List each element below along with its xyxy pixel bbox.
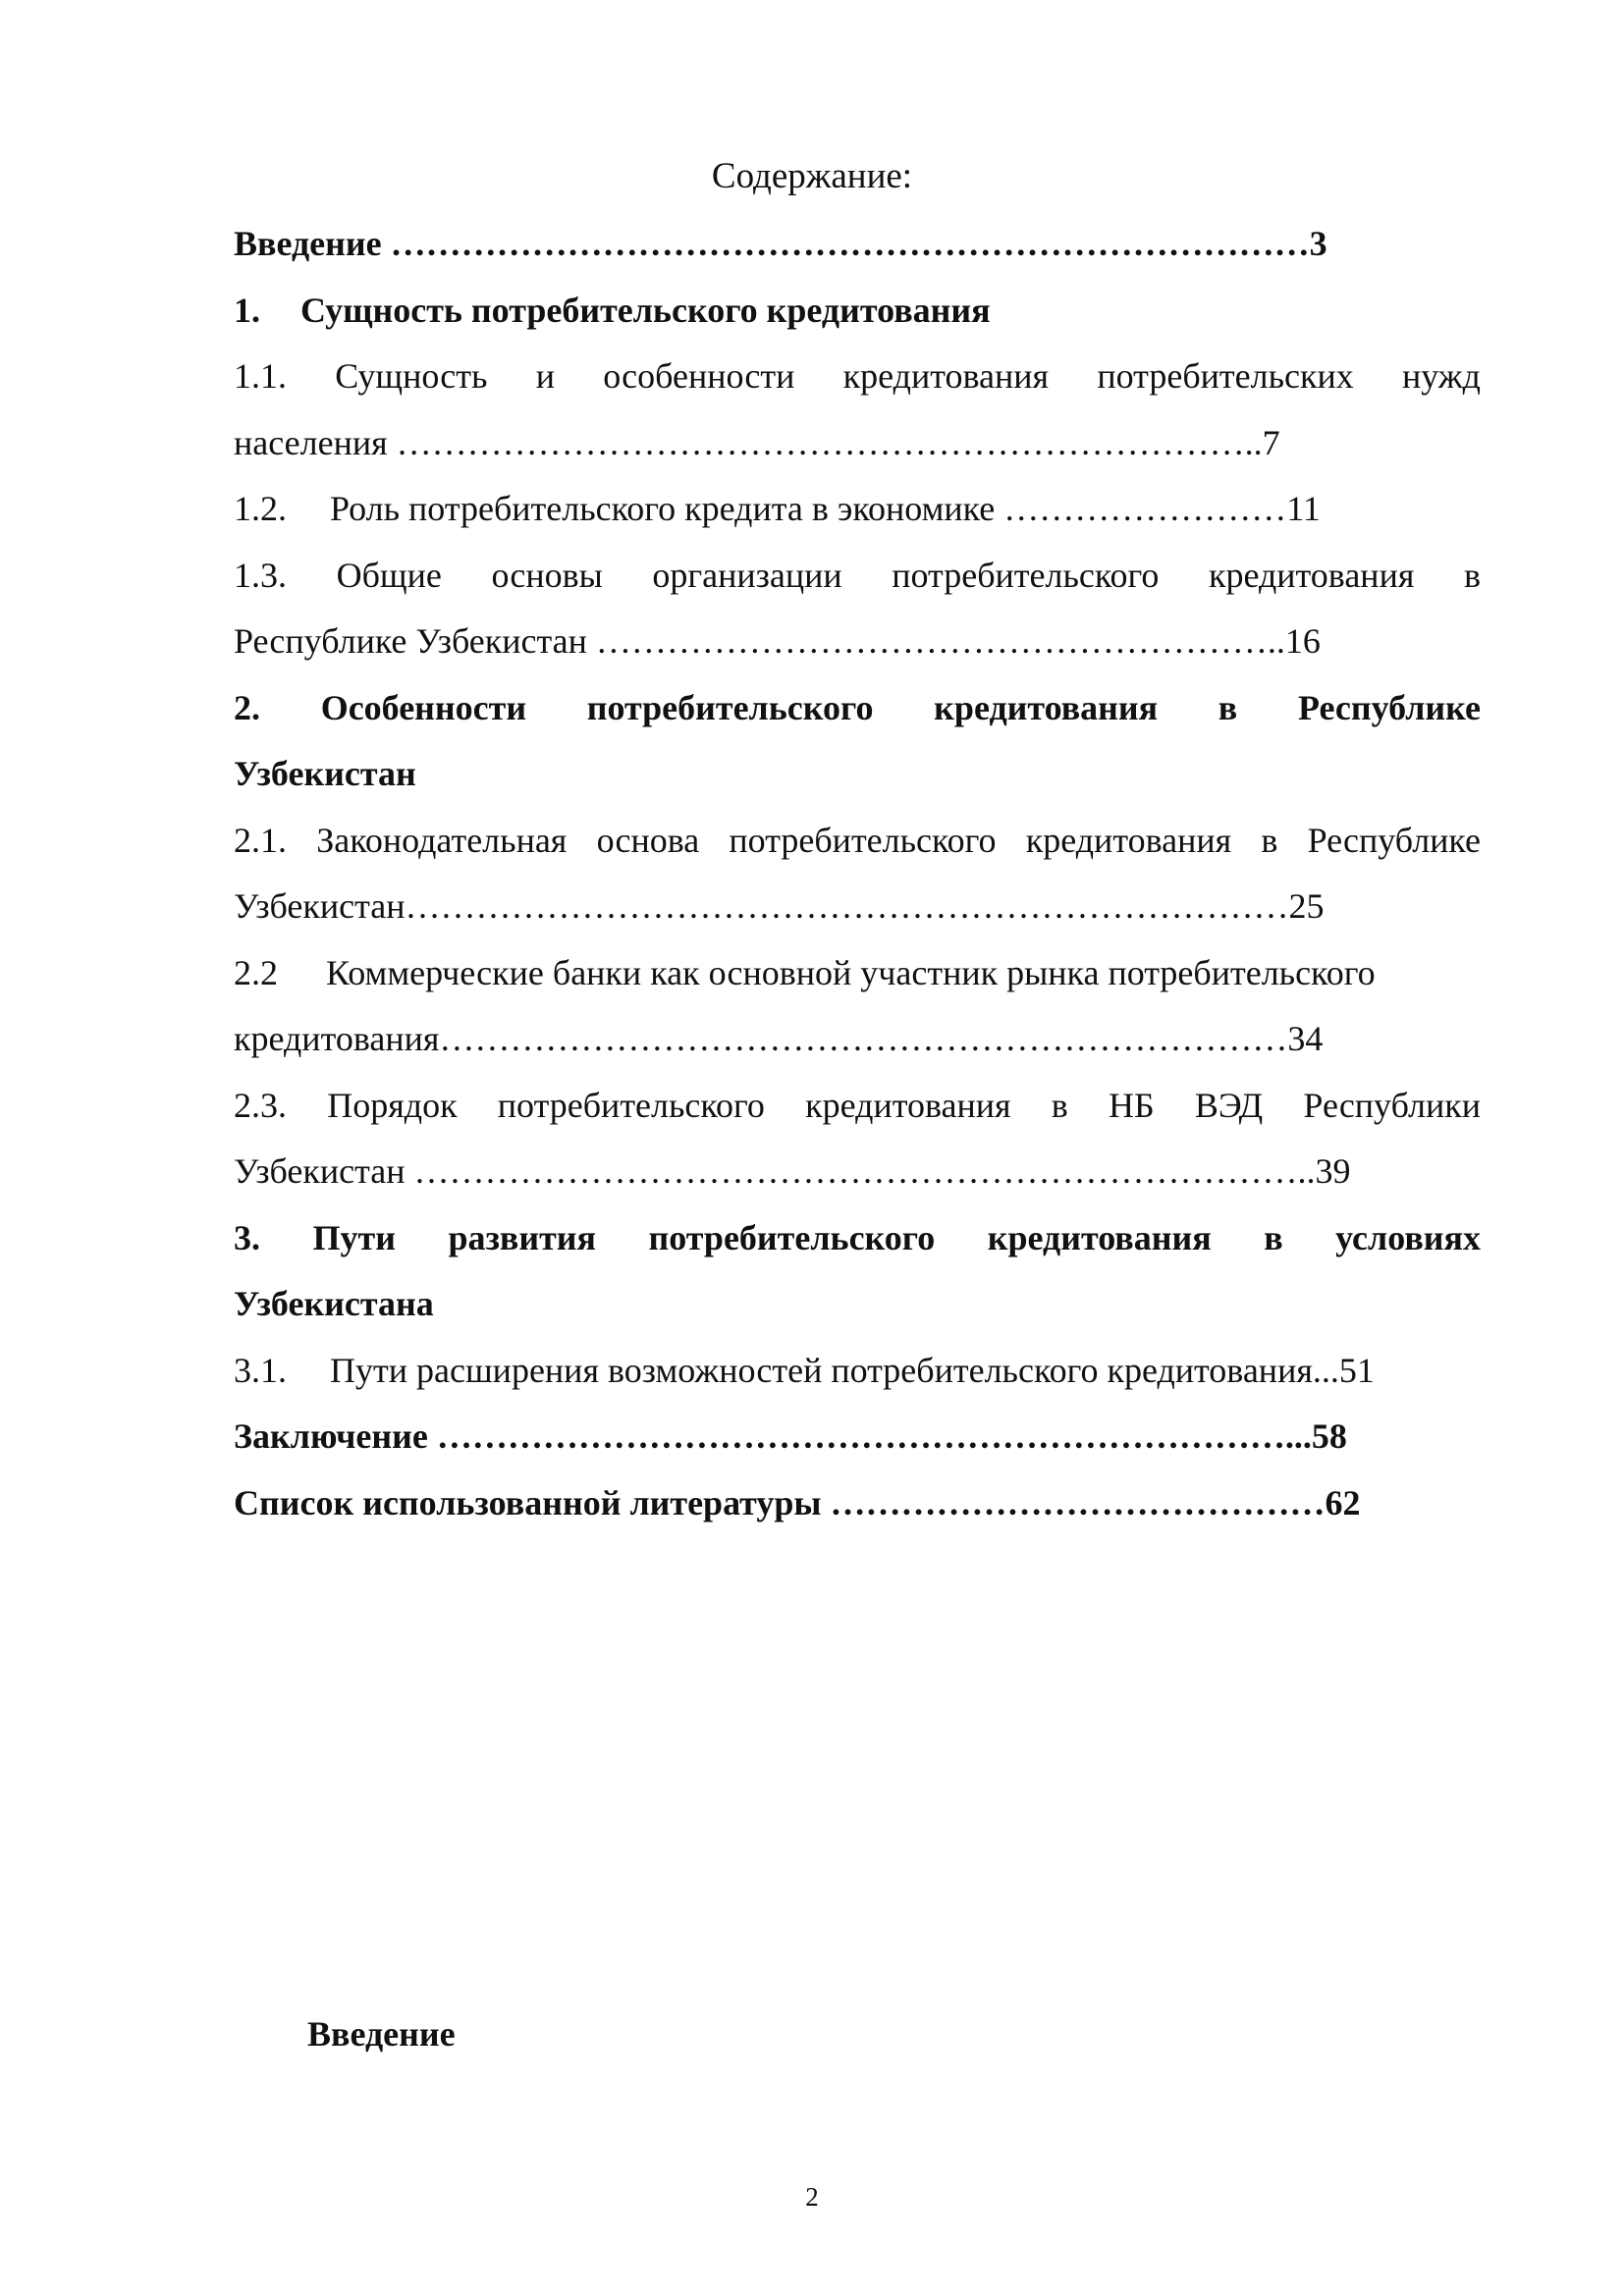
toc-entry-label: Пути расширения возможностей потребительского кредитования...51 xyxy=(330,1351,1375,1390)
toc-entry-number: 1. xyxy=(234,291,260,330)
toc-entry-section-2-3[interactable]: 2.3. Порядок потребительского кредитования в НБ ВЭД Республики xyxy=(234,1086,1481,1125)
toc-entry-section-1-3-continued[interactable]: Республике Узбекистан …………………………………………………..16 xyxy=(234,621,1321,661)
toc-entry-section-2-1-continued[interactable]: Узбекистан…………………………………………………………………25 xyxy=(234,886,1325,926)
toc-entry-references[interactable]: Список использованной литературы ……………………………………62 xyxy=(234,1483,1361,1522)
toc-entry-label: Роль потребительского кредита в экономике ……………………11 xyxy=(330,489,1321,528)
toc-entry-section-2-1[interactable]: 2.1. Законодательная основа потребительского кредитования в Республике xyxy=(234,821,1481,860)
toc-entry-chapter-3-continued[interactable]: Узбекистана xyxy=(234,1284,434,1323)
toc-entry-section-2-2-continued[interactable]: кредитования………………………………………………………………34 xyxy=(234,1019,1324,1058)
toc-entry-section-1-2[interactable] xyxy=(234,485,1321,532)
toc-entry-section-2-3-continued[interactable]: Узбекистан …………………………………………………………………..39 xyxy=(234,1151,1351,1191)
toc-entry-introduction[interactable]: Введение ……………………………………………………………………3 xyxy=(234,224,1327,263)
toc-entry-label: Сущность потребительского кредитования xyxy=(300,291,991,330)
introduction-heading: Введение xyxy=(307,2014,456,2054)
toc-entry-section-1-3[interactable]: 1.3. Общие основы организации потребительского кредитования в xyxy=(234,556,1481,595)
toc-entry-section-1-1-continued[interactable]: населения ………………………………………………………………..7 xyxy=(234,423,1280,462)
page-number: 2 xyxy=(805,2182,819,2212)
toc-entry-section-2-2[interactable] xyxy=(234,949,1376,996)
toc-entry-number: 2.2 xyxy=(234,953,278,992)
toc-entry-label: Коммерческие банки как основной участник рынка потребительского xyxy=(326,953,1376,992)
toc-entry-chapter-2-continued[interactable]: Узбекистан xyxy=(234,754,416,793)
toc-title: Содержание: xyxy=(711,156,913,196)
toc-entry-chapter-3[interactable]: 3. Пути развития потребительского кредитования в условиях xyxy=(234,1218,1481,1257)
toc-entry-number: 1.2. xyxy=(234,489,287,528)
toc-entry-chapter-1[interactable] xyxy=(234,287,991,334)
toc-entry-section-3-1[interactable] xyxy=(234,1347,1375,1394)
toc-entry-chapter-2[interactable]: 2. Особенности потребительского кредитования в Республике xyxy=(234,688,1481,727)
toc-entry-number: 3.1. xyxy=(234,1351,287,1390)
toc-entry-conclusion[interactable]: Заключение ………………………………………………………………...58 xyxy=(234,1416,1347,1456)
toc-entry-section-1-1[interactable]: 1.1. Сущность и особенности кредитования потребительских нужд xyxy=(234,356,1481,396)
